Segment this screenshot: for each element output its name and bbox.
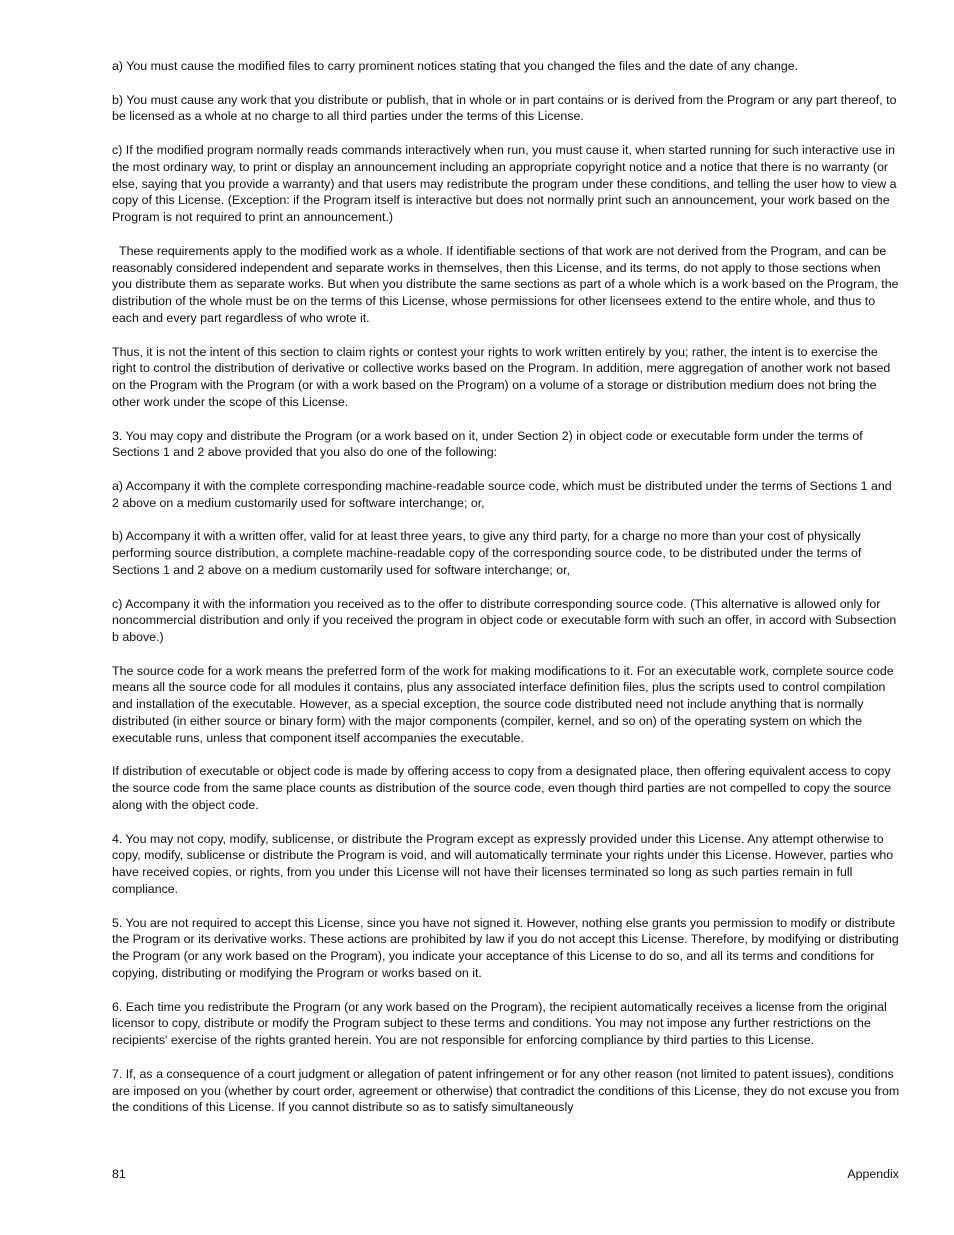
paragraph-section-5: 5. You are not required to accept this License, since you have not signed it. However, nothing else grants you permission to modify or distribute the Program or its derivative works. These actions are prohibited by law if you do not accept this License. Therefore, by modifying or distributing the Program (or any work based on the Program), you indicate your acceptance of this License to do so, and all its terms and conditions for copying, distributing or modifying the Program or works based on it. (112, 915, 899, 981)
paragraph-section-4: 4. You may not copy, modify, sublicense, or distribute the Program except as expressly provided under this License. Any attempt otherwise to copy, modify, sublicense or distribute the Program is void, and will automatically terminate your rights under this License. However, parties who have received copies, or rights, from you under this License will not have their licenses terminated so long as such parties remain in full compliance. (112, 831, 894, 897)
page-number: 81 (112, 1167, 126, 1181)
paragraph-2c: c) If the modified program normally reads commands interactively when run, you must cause it, when started running for such interactive use in the most ordinary way, to print or display an announcement including an appropriate copyright notice and a notice that there is no warranty (or else, saying that you provide a warranty) and that users may redistribute the program under these conditions, and telling the user how to view a copy of this License. (Exception: if the Program itself is interactive but does not normally print such an announcement, your work based on the Program is not required to print an announcement.) (112, 142, 897, 225)
paragraph-2a: a) You must cause the modified files to carry prominent notices stating that you changed the files and the date of any change. (112, 59, 799, 73)
paragraph-section-3: 3. You may copy and distribute the Program (or a work based on it, under Section 2) in object code or executable form under the terms of Sections 1 and 2 above provided that you also do one of the following: (112, 428, 863, 460)
paragraph-section-6: 6. Each time you redistribute the Program (or any work based on the Program), the recipient automatically receives a license from the original licensor to copy, distribute or modify the Program subject to these terms and conditions. You may not impose any further restrictions on the recipients' exercise of the rights granted herein. You are not responsible for enforcing compliance by third parties to this License. (112, 999, 887, 1048)
page-footer (112, 1166, 899, 1182)
paragraph-3c: c) Accompany it with the information you received as to the offer to distribute corresponding source code. (This alternative is allowed only for noncommercial distribution and only if you received the program in object code or executable form with such an offer, in accord with Subsection b above.) (112, 596, 897, 645)
paragraph-3b: b) Accompany it with a written offer, valid for at least three years, to give any third party, for a charge no more than your cost of physically performing source distribution, a complete machine-readable copy of the corresponding source code, to be distributed under the terms of Sections 1 and 2 above on a medium customarily used for software interchange; or, (112, 529, 862, 577)
footer-section-label: Appendix (847, 1167, 899, 1181)
paragraph-3a: a) Accompany it with the complete corresponding machine-readable source code, which must be distributed under the terms of Sections 1 and 2 above on a medium customarily used for software interchange; or, (112, 478, 892, 510)
paragraph-intent: Thus, it is not the intent of this section to claim rights or contest your rights to work written entirely by you; rather, the intent is to exercise the right to control the distribution of derivative or collective works based on the Program. In addition, mere aggregation of another work not based on the Program with the Program (or with a work based on the Program) on a volume of a storage or distribution medium does not bring the other work under the scope of this License. (112, 344, 891, 409)
paragraph-distribution-access: If distribution of executable or object code is made by offering access to copy from a designated place, then offering equivalent access to copy the source code from the same place counts as distribution of the source code, even though third parties are not compelled to copy the source along with the object code. (112, 764, 891, 813)
paragraph-section-7: 7. If, as a consequence of a court judgment or allegation of patent infringement or for any other reason (not limited to patent issues), conditions are imposed on you (whether by court order, agreement or otherwise) that contradict the conditions of this License, they do not excuse you from the conditions of this License. If you cannot distribute so as to satisfy simultaneously (112, 1066, 900, 1115)
paragraph-requirements: These requirements apply to the modified work as a whole. If identifiable sections of that work are not derived from the Program, and can be reasonably considered independent and separate works in themselves, then this License, and its terms, do not apply to those sections when you distribute them as separate works. But when you distribute the same sections as part of a whole which is a work based on the Program, the distribution of the whole must be on the terms of this License, whose permissions for other licensees extend to the entire whole, and thus to each and every part regardless of who wrote it. (112, 243, 899, 325)
paragraph-source-code: The source code for a work means the preferred form of the work for making modifications to it. For an executable work, complete source code means all the source code for all modules it contains, plus any associated interface definition files, plus the scripts used to control compilation and installation of the executable. However, as a special exception, the source code distributed need not include anything that is normally distributed (in either source or binary form) with the major components (compiler, kernel, and so on) of the operating system on which the executable runs, unless that component itself accompanies the executable. (112, 663, 894, 745)
document-page (112, 58, 900, 1133)
paragraph-2b: b) You must cause any work that you distribute or publish, that in whole or in part contains or is derived from the Program or any part thereof, to be licensed as a whole at no charge to all third parties under the terms of this License. (112, 92, 897, 124)
